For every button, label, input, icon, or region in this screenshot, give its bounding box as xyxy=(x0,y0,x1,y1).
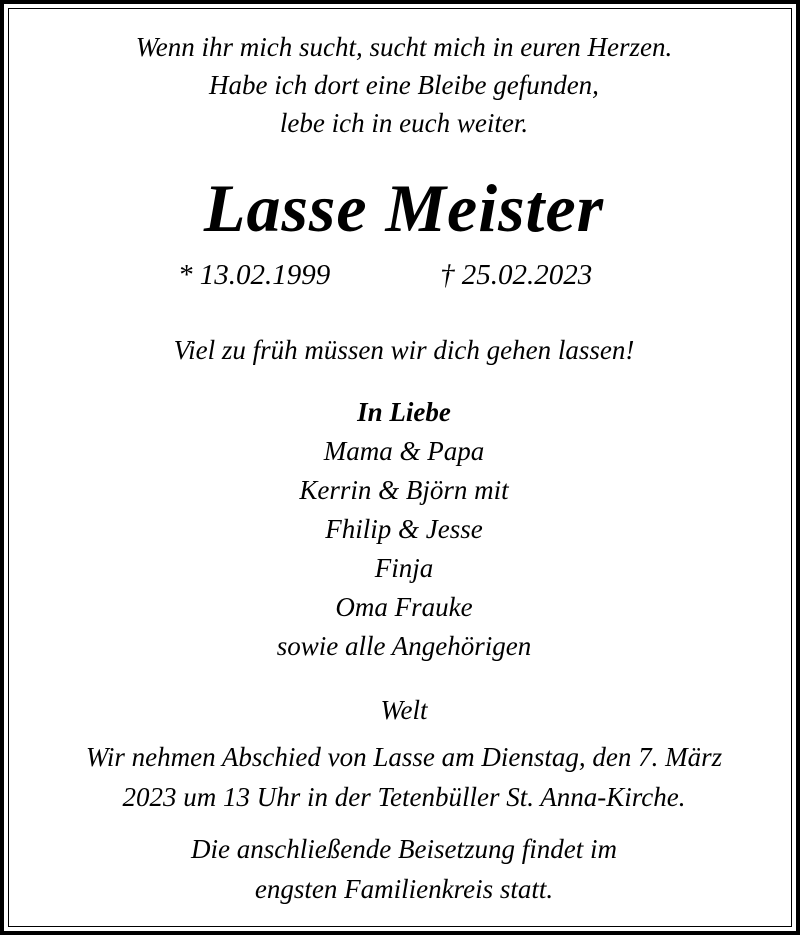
service-line-2: 2023 um 13 Uhr in der Tetenbüller St. Anna-Kirche. xyxy=(122,782,686,812)
family-line-2: Kerrin & Björn mit xyxy=(299,475,509,505)
family-line-3: Fhilip & Jesse xyxy=(325,514,483,544)
lament-line: Viel zu früh müssen wir dich gehen lassen! xyxy=(173,335,635,365)
motto-line-3: lebe ich in euch weiter. xyxy=(279,108,529,138)
place: Welt xyxy=(380,695,428,725)
family-line-5: Oma Frauke xyxy=(335,592,473,622)
burial-line-2: engsten Familienkreis statt. xyxy=(254,874,554,904)
burial-line-1: Die anschließende Beisetzung findet im xyxy=(191,834,617,864)
service-line-1: Wir nehmen Abschied von Lasse am Dienstag, den 7. März xyxy=(85,742,723,772)
death-date: † 25.02.2023 xyxy=(440,259,593,291)
deceased-name: Lasse Meister xyxy=(203,170,605,246)
family-line-1: Mama & Papa xyxy=(323,436,485,466)
signoff: In Liebe xyxy=(357,397,451,427)
birth-date: * 13.02.1999 xyxy=(178,259,331,291)
life-dates xyxy=(4,259,800,295)
motto-line-2: Habe ich dort eine Bleibe gefunden, xyxy=(209,70,599,100)
family-line-6: sowie alle Angehörigen xyxy=(276,631,532,661)
motto-line-1: Wenn ihr mich sucht, sucht mich in euren Herzen. xyxy=(135,32,673,62)
family-line-4: Finja xyxy=(374,553,434,583)
